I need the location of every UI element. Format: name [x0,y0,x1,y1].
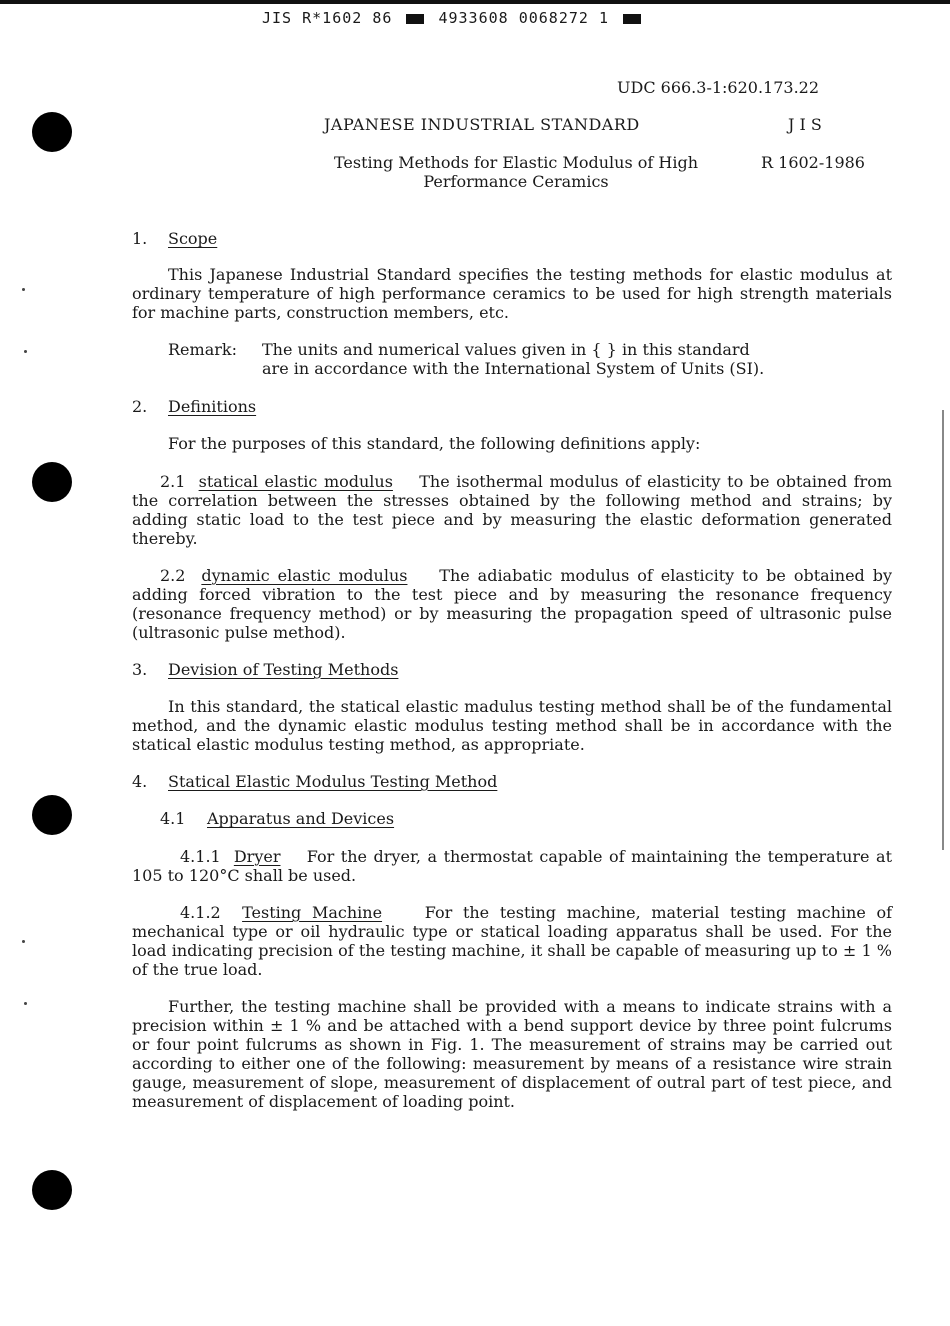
section-number: 1. [132,229,148,248]
remark-text [262,340,764,378]
item-text: For the testing machine, material testing machine of mechanical type or oil hydraulic type or statical loading apparatus shall be used. For the load indicating precision of the testing machine, it shall be capable of measuring up to ± 1 % of the true load. [132,903,893,979]
remark-line-1: The units and numerical values given in { } in this standard [262,340,750,359]
item-number: 4.1.2 [180,903,221,922]
binder-hole [32,1170,72,1210]
section-1-heading [132,229,217,248]
item-text: For the dryer, a thermostat capable of maintaining the temperature at 105 to 120°C shall be used. [132,847,893,885]
section-title: Definitions [168,397,257,416]
definition-2-2 [132,566,892,642]
section-title: Statical Elastic Modulus Testing Method [168,772,498,791]
definition-term: dynamic elastic modulus [201,566,408,585]
document-title [301,153,731,191]
definition-number: 2.2 [160,566,186,585]
further-paragraph: Further, the testing machine shall be provided with a means to indicate strains with a precision within ± 1 % and be attached with a bend support device by three point fulcrums or four point fulcrums as shown in Fig. 1. The measurement of strains may be carried out according to either one of the following: measurement by means of a resistance wire strain gauge, measurement of slope, measurement of displacement of outral part of test piece, and measurement of displacement of loading point. [132,997,892,1111]
subsection-number: 4.1 [160,809,186,828]
remark-line-2: are in accordance with the International System of Units (SI). [262,359,765,378]
definition-text: The adiabatic modulus of elasticity to be obtained by adding forced vibration to the test piece and by measuring the resonance frequency (resonance frequency method) or by measuring the propagation speed of ultrasonic pulse (ultrasonic pulse method). [132,566,893,642]
scan-code-right: 4933608 0068272 1 [438,9,609,27]
title-line-2: Performance Ceramics [423,172,609,191]
section-number: 3. [132,660,148,679]
definition-number: 2.1 [160,472,186,491]
remark-label: Remark: [168,340,237,359]
standard-number: R 1602-1986 [761,153,865,172]
section-4-heading [132,772,497,791]
black-block-mark [623,14,641,24]
subsection-4-1-heading [160,809,394,828]
scan-code-left: JIS R*1602 86 [262,9,393,27]
scan-header-code [262,9,645,28]
section-number: 4. [132,772,148,791]
scan-speck [22,940,25,943]
devision-paragraph: In this standard, the statical elastic madulus testing method shall be of the fundamental method, and the dynamic elastic modulus testing method shall be in accordance with the statical elastic modulus testing method, as appropriate. [132,697,892,754]
binder-hole [32,462,72,502]
item-term: Testing Machine [242,903,383,922]
binder-hole [32,795,72,835]
scope-paragraph: This Japanese Industrial Standard specifies the testing methods for elastic modulus at ordinary temperature of high performance ceramics to be used for high strength materials for machine parts, construction members, etc. [132,265,892,322]
section-title: Scope [168,229,218,248]
jis-label: J I S [788,115,822,134]
section-3-heading [132,660,398,679]
scan-speck [24,1002,27,1005]
section-title: Devision of Testing Methods [168,660,399,679]
definition-term: statical elastic modulus [198,472,393,491]
definitions-intro: For the purposes of this standard, the following definitions apply: [168,434,701,453]
subsection-title: Apparatus and Devices [207,809,395,828]
item-4-1-1 [132,847,892,885]
title-line-1: Testing Methods for Elastic Modulus of High [333,153,698,172]
scan-speck [24,350,27,353]
item-term: Dryer [233,847,281,866]
definition-text: The isothermal modulus of elasticity to be obtained from the correlation between the stresses obtained by the following method and strains; by adding static load to the test piece and by measuring the elastic deformation generated thereby. [132,472,893,548]
item-4-1-2 [132,903,892,979]
section-number: 2. [132,397,148,416]
scan-edge-line [942,410,944,850]
binder-hole [32,112,72,152]
page-top-border [0,0,950,4]
scan-speck [22,288,25,291]
section-2-heading [132,397,256,416]
org-name: JAPANESE INDUSTRIAL STANDARD [324,115,640,134]
black-block-mark [406,14,424,24]
udc-number: UDC 666.3-1:620.173.22 [617,78,820,97]
item-number: 4.1.1 [180,847,221,866]
definition-2-1 [132,472,892,548]
